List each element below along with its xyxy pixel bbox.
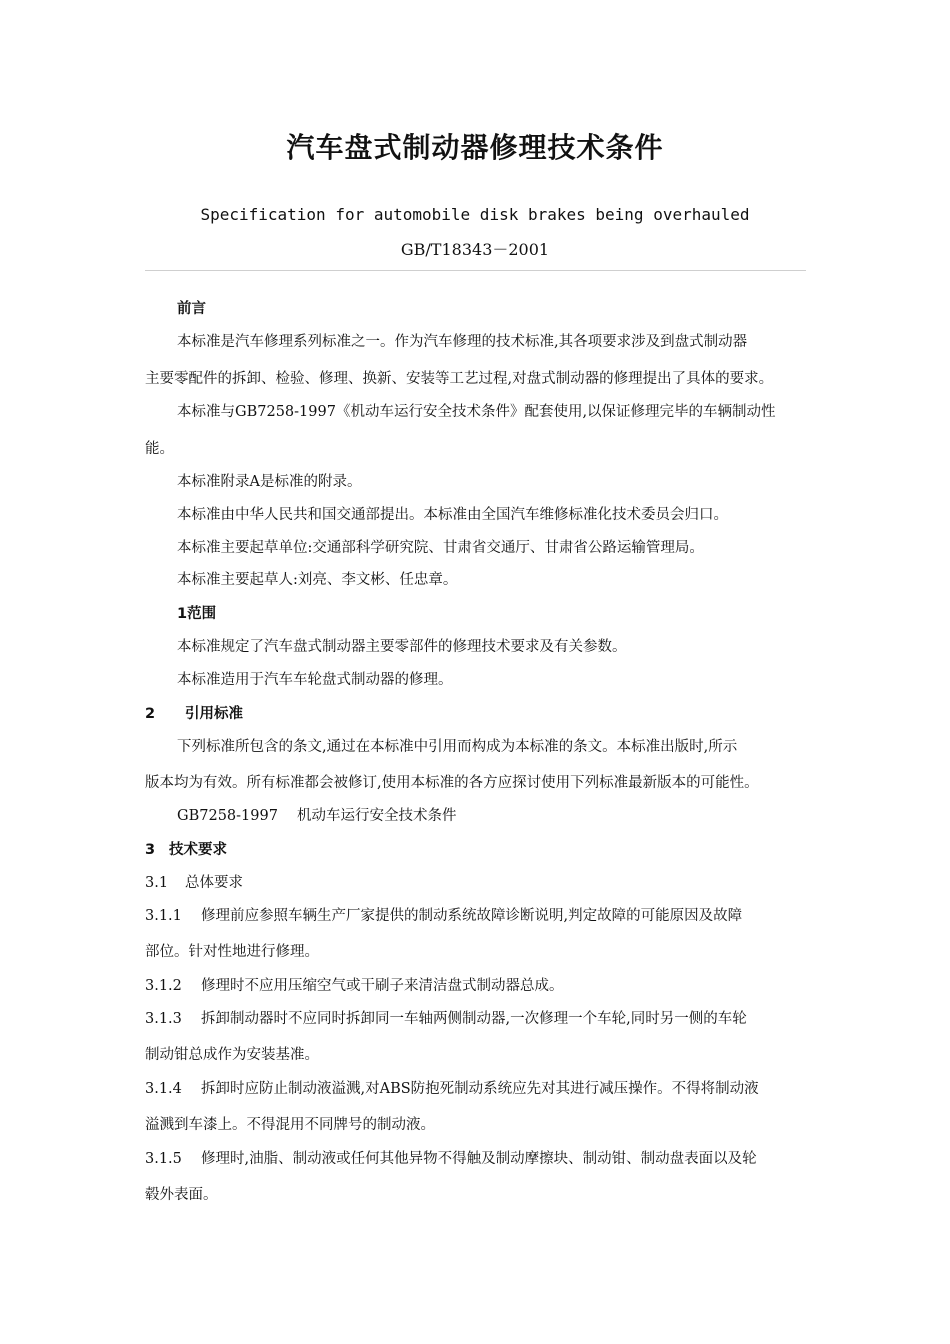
preface-heading: 前言 xyxy=(177,301,206,317)
section-2-heading-row xyxy=(145,703,825,725)
clause-row xyxy=(145,1008,825,1030)
standard-code: GB/T18343－2001 xyxy=(400,240,550,259)
clause-number: 3.1.3 xyxy=(145,1011,182,1027)
referenced-standard-row xyxy=(177,805,857,827)
preface-paragraph-3: 本标准附录A是标准的附录。 xyxy=(177,474,362,490)
clause-number: 3.1.2 xyxy=(145,978,182,994)
preface-paragraph-1-line-1: 本标准是汽车修理系列标准之一。作为汽车修理的技术标准,其各项要求涉及到盘式制动器 xyxy=(177,334,748,350)
preface-paragraph-6: 本标准主要起草人:刘亮、李文彬、任忠章。 xyxy=(177,572,458,588)
subsection-3-1-number: 3.1 xyxy=(145,875,169,891)
referenced-standard-code: GB7258-1997 xyxy=(177,808,278,824)
section-3-number: 3 xyxy=(145,842,156,858)
document-subtitle-english: Specification for automobile disk brakes being overhauled xyxy=(200,205,750,224)
clause-number: 3.1.4 xyxy=(145,1081,182,1097)
section-1-paragraph-1: 本标准规定了汽车盘式制动器主要零部件的修理技术要求及有关参数。 xyxy=(177,639,627,655)
subsection-3-1-row xyxy=(145,872,825,894)
clause-number: 3.1.5 xyxy=(145,1151,182,1167)
section-1-heading: 1范围 xyxy=(177,606,217,622)
preface-paragraph-1-line-2: 主要零配件的拆卸、检验、修理、换新、安装等工艺过程,对盘式制动器的修理提出了具体的要求。 xyxy=(145,371,774,387)
clause-row xyxy=(145,975,825,997)
section-2-paragraph-line-1: 下列标准所包含的条文,通过在本标准中引用而构成为本标准的条文。本标准出版时,所示 xyxy=(177,739,738,755)
preface-paragraph-2-line-2: 能。 xyxy=(145,441,174,457)
clause-row xyxy=(145,1148,825,1170)
section-2-heading: 引用标准 xyxy=(185,706,243,722)
subsection-3-1-title: 总体要求 xyxy=(185,875,243,891)
clause-text: 拆卸时应防止制动液溢溅,对ABS防抱死制动系统应先对其进行减压操作。不得将制动液 xyxy=(201,1081,759,1097)
document-title: 汽车盘式制动器修理技术条件 xyxy=(286,131,664,164)
clause-text: 拆卸制动器时不应同时拆卸同一车轴两侧制动器,一次修理一个车轮,同时另一侧的车轮 xyxy=(201,1011,747,1027)
preface-paragraph-5: 本标准主要起草单位:交通部科学研究院、甘肃省交通厅、甘肃省公路运输管理局。 xyxy=(177,540,704,556)
clause-text: 修理时不应用压缩空气或干刷子来清洁盘式制动器总成。 xyxy=(201,978,564,994)
clause-continuation: 部位。针对性地进行修理。 xyxy=(145,944,319,960)
section-3-heading-row xyxy=(145,839,825,861)
clause-text: 修理时,油脂、制动液或任何其他异物不得触及制动摩擦块、制动钳、制动盘表面以及轮 xyxy=(201,1151,757,1167)
section-1-paragraph-2: 本标准造用于汽车车轮盘式制动器的修理。 xyxy=(177,672,453,688)
referenced-standard-title: 机动车运行安全技术条件 xyxy=(297,808,457,824)
clause-continuation: 毂外表面。 xyxy=(145,1187,218,1203)
preface-paragraph-4: 本标准由中华人民共和国交通部提出。本标准由全国汽车维修标准化技术委员会归口。 xyxy=(177,507,728,523)
clause-number: 3.1.1 xyxy=(145,908,182,924)
header-divider xyxy=(145,270,806,271)
preface-paragraph-2-line-1: 本标准与GB7258-1997《机动车运行安全技术条件》配套使用,以保证修理完毕的车辆制动性 xyxy=(177,404,776,420)
clause-row xyxy=(145,1078,825,1100)
clause-continuation: 制动钳总成作为安装基准。 xyxy=(145,1047,319,1063)
section-3-heading: 技术要求 xyxy=(169,842,227,858)
clause-text: 修理前应参照车辆生产厂家提供的制动系统故障诊断说明,判定故障的可能原因及故障 xyxy=(201,908,743,924)
section-2-paragraph-line-2: 版本均为有效。所有标准都会被修订,使用本标准的各方应探讨使用下列标准最新版本的可能性。 xyxy=(145,775,759,791)
clause-row xyxy=(145,905,825,927)
section-2-number: 2 xyxy=(145,706,156,722)
clause-continuation: 溢溅到车漆上。不得混用不同牌号的制动液。 xyxy=(145,1117,435,1133)
